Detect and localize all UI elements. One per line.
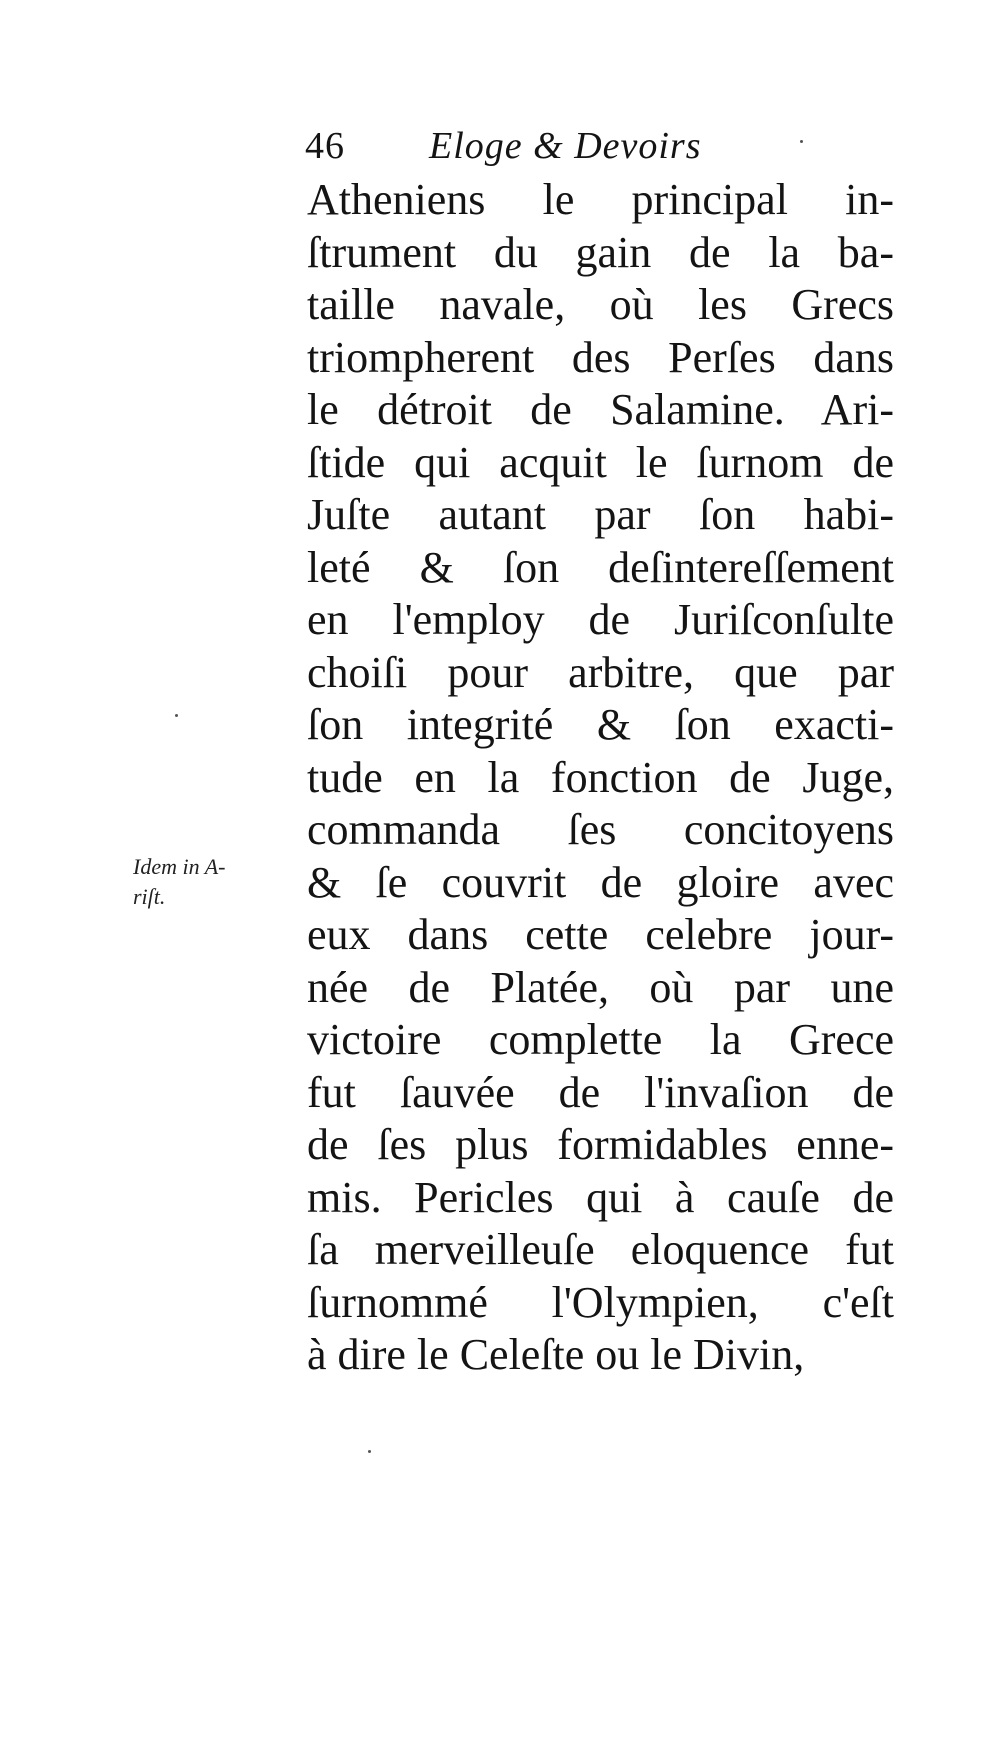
page-header xyxy=(305,118,825,174)
ink-speck xyxy=(800,140,803,143)
text-line: & ſe couvrit de gloire avec xyxy=(307,857,894,907)
text-line: fut ſauvée de l'invaſion de xyxy=(307,1067,894,1117)
text-line: commanda ſes concitoyens xyxy=(307,805,894,854)
text-line: de ſes plus formidables enne- xyxy=(307,1120,894,1169)
text-line: ſurnommé l'Olympien, c'eſt xyxy=(307,1277,894,1327)
text-line: Juſte autant par ſon habi- xyxy=(307,490,894,539)
text-line: Atheniens le principal in- xyxy=(307,175,894,224)
margin-note-line: riſt. xyxy=(133,884,166,909)
text-line: ſtide qui acquit le ſurnom de xyxy=(307,437,894,487)
text-line: ſon integrité & ſon exacti- xyxy=(307,700,894,749)
running-head: Eloge & Devoirs xyxy=(429,125,702,167)
margin-note-line: Idem in A- xyxy=(133,854,226,879)
text-line: victoire complette la Grece xyxy=(307,1015,894,1064)
text-line: mis. Pericles qui à cauſe de xyxy=(307,1172,894,1222)
page-number: 46 xyxy=(305,125,345,167)
text-line: leté & ſon deſintereſſement xyxy=(307,542,894,592)
text-line: triompherent des Perſes dans xyxy=(307,332,894,382)
text-line: ſa merveilleuſe eloquence fut xyxy=(307,1225,894,1274)
text-line: ſtrument du gain de la ba- xyxy=(307,227,894,277)
text-line: tude en la fonction de Juge, xyxy=(307,752,894,802)
ink-speck xyxy=(175,714,178,717)
text-line: le détroit de Salamine. Ari- xyxy=(307,385,894,434)
margin-note xyxy=(133,852,273,912)
text-line: à dire le Celeſte ou le Divin, xyxy=(307,1330,805,1379)
ink-speck xyxy=(368,1450,371,1453)
text-line: choiſi pour arbitre, que par xyxy=(307,647,894,697)
text-line: née de Platée, où par une xyxy=(307,962,894,1012)
text-line: taille navale, où les Grecs xyxy=(307,280,894,329)
text-line: eux dans cette celebre jour- xyxy=(307,910,894,959)
body-text xyxy=(307,174,894,1382)
text-line: en l'employ de Juriſconſulte xyxy=(307,595,894,644)
